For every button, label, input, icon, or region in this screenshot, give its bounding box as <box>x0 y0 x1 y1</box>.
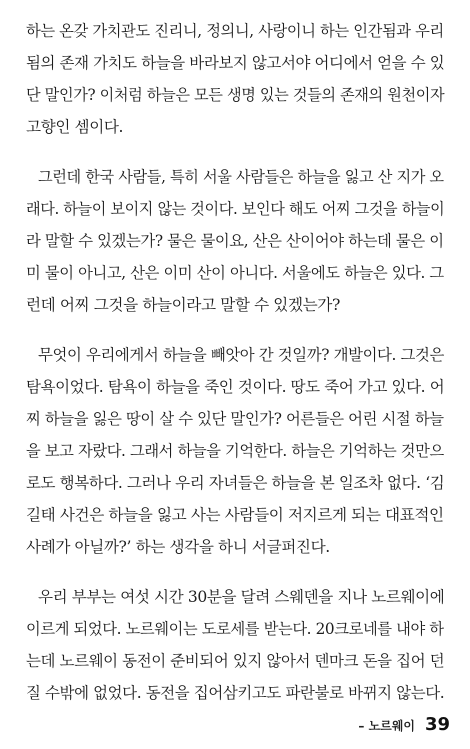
text-line: 고향인 셈이다. <box>26 118 124 136</box>
text-line: 라 말할 수 있겠는가? 물은 물이요, 산은 산이어야 하는데 물은 이 <box>26 232 444 250</box>
text-line: 래다. 하늘이 보이지 않는 것이다. 보인다 해도 어찌 그것을 하늘이 <box>26 200 445 218</box>
text-line: 이르게 되었다. 노르웨이는 도로세를 받는다. 20크로네를 내야 하 <box>26 620 444 638</box>
text-line: 런데 어찌 그것을 하늘이라고 말할 수 있겠는가? <box>26 296 340 314</box>
text-line: 길태 사건은 하늘을 잃고 사는 사람들이 저지르게 되는 대표적인 <box>26 506 444 524</box>
text-line: 미 물이 아니고, 산은 이미 산이 아니다. 서울에도 하늘은 있다. 그 <box>26 264 444 282</box>
text-line: 찌 하늘을 잃은 땅이 살 수 있단 말인가? 어른들은 어린 시절 하늘 <box>26 410 444 428</box>
text-line: 는데 노르웨이 동전이 준비되어 있지 않아서 덴마크 돈을 집어 던 <box>26 652 445 670</box>
text-line: 질 수밖에 없었다. 동전을 집어삼키고도 파란불로 바뀌지 않는다. <box>26 684 445 702</box>
text-line: 그런데 한국 사람들, 특히 서울 사람들은 하늘을 잃고 산 지가 오 <box>38 168 444 186</box>
running-title: – 노르웨이 <box>358 719 415 733</box>
text-line: 탐욕이었다. 탐욕이 하늘을 죽인 것이다. 땅도 죽어 가고 있다. 어 <box>26 378 445 396</box>
text-line: 우리 부부는 여섯 시간 30분을 달려 스웨덴을 지나 노르웨이에 <box>38 588 445 606</box>
text-line: 됨의 존재 가치도 하늘을 바라보지 않고서야 어디에서 얻을 수 있 <box>26 54 445 72</box>
page-footer <box>358 714 450 735</box>
text-line: 하는 온갖 가치관도 진리니, 정의니, 사랑이니 하는 인간됨과 우리 <box>26 22 444 40</box>
page-number: 39 <box>424 714 450 735</box>
text-line: 단 말인가? 이처럼 하늘은 모든 생명 있는 것들의 존재의 원천이자 <box>26 86 445 104</box>
text-line: 사례가 아닐까?’ 하는 생각을 하니 서글퍼진다. <box>26 538 330 556</box>
text-line: 을 보고 자랐다. 그래서 하늘을 기억한다. 하늘은 기억하는 것만으 <box>26 442 444 460</box>
text-line: 로도 행복하다. 그러나 우리 자녀들은 하늘을 본 일조차 없다. ‘김 <box>26 474 445 492</box>
text-line: 무엇이 우리에게서 하늘을 빼앗아 간 것일까? 개발이다. 그것은 <box>38 346 445 364</box>
